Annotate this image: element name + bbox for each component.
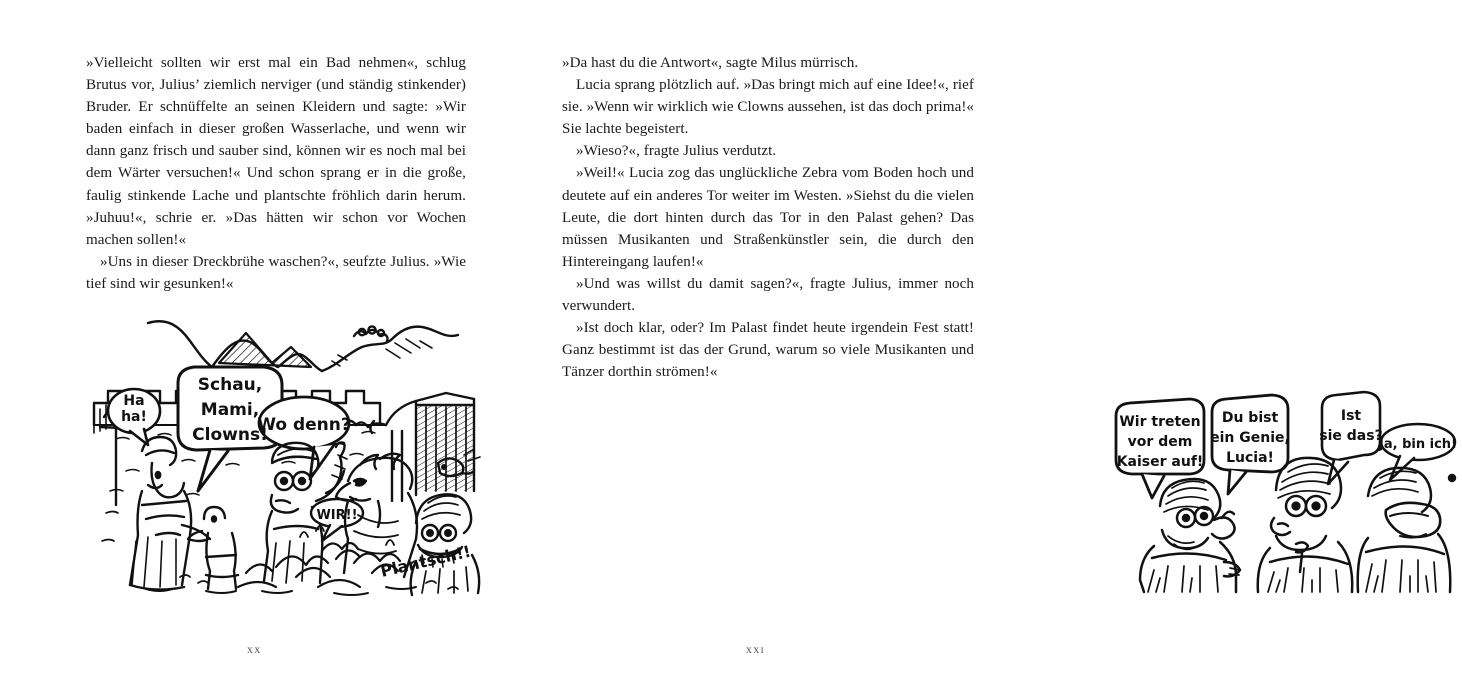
right-page-illustration (1090, 386, 1462, 593)
bubble-wir: WIR!! (316, 508, 358, 523)
bubble-ha-ha-line1: Ha (123, 393, 145, 409)
sound-plantsch: Plantsch!! (378, 541, 473, 581)
bubble-schau-line1: Schau, (197, 375, 263, 395)
bubble-wir-treten-line2: vor dem (1127, 434, 1193, 450)
paragraph: »Vielleicht sollten wir erst mal ein Bad nehmen«, schlug Brutus vor, Julius’ ziemlich nerviger (und ständig stinkender) Bruder. Er schnüffelte an seinen Kleidern und sagte: »Wir baden einfach in dieser großen Wasserlache, und wenn wir dann ganz frisch und sauber sind, können wir es noch mal bei dem Wärter versuchen!« Und schon sprang er in die große, faulig stinkende Lache und plantschte fröhlich darin herum. »Juhuu!«, schrie er. »Das hätten wir schon vor Wochen machen sollen!« (86, 55, 466, 248)
left-page-illustration (86, 305, 480, 593)
bubble-du-bist-line1: Du bist (1221, 410, 1279, 426)
paragraph: »Weil!« Lucia zog das unglückliche Zebra vom Boden hoch und deutete auf ein anderes Tor weiter im Westen. »Siehst du die vielen Leute, die dort hinten durch das Tor in den Palast gehen? Das müssen Musikanten und Straßenkünstler sein, die durch den Hintereingang laufen!« (562, 165, 974, 270)
paragraph: »Uns in dieser Dreckbrühe waschen?«, seufzte Julius. »Wie tief sind wir gesunken!« (86, 253, 466, 292)
bubble-schau-line3: Clowns! (192, 425, 268, 445)
bubble-ist-sie-das-line1: Ist (1340, 408, 1362, 424)
bubble-wir-treten-line3: Kaiser auf! (1116, 454, 1204, 470)
paragraph: »Ist doch klar, oder? Im Palast findet heute irgendein Fest statt! Ganz bestimmt ist das der Grund, warum so viele Musikanten und Tänzer dorthin strömen!« (562, 320, 974, 381)
left-page-text (86, 52, 466, 295)
bubble-du-bist-line3: Lucia! (1226, 450, 1274, 466)
paragraph: »Da hast du die Antwort«, sagte Milus mürrisch. (562, 55, 859, 71)
page-number-right: xxi (746, 644, 766, 656)
bubble-du-bist-line2: ein Genie, (1210, 430, 1290, 446)
bubble-wir-treten-line1: Wir treten (1119, 414, 1201, 430)
right-page (510, 0, 1457, 691)
right-page-text (562, 52, 974, 383)
bubble-schau-line2: Mami, (200, 400, 260, 420)
bubble-ja-bin-ich: Ja, bin ich! (1379, 437, 1457, 452)
bubble-wo-denn: Wo denn? (257, 415, 351, 435)
bubble-ist-sie-das-line2: sie das? (1319, 428, 1383, 444)
left-page (0, 0, 510, 691)
paragraph: »Wieso?«, fragte Julius verdutzt. (576, 143, 777, 160)
bubble-ha-ha-line2: ha! (121, 409, 147, 425)
paragraph: »Und was willst du damit sagen?«, fragte Julius, immer noch verwundert. (562, 275, 974, 315)
paragraph: Lucia sprang plötzlich auf. »Das bringt mich auf eine Idee!«, rief sie. »Wenn wir wirklich wie Clowns aussehen, ist das doch prima!« Sie lachte begeistert. (562, 77, 975, 138)
page-number-left: xx (247, 644, 262, 656)
